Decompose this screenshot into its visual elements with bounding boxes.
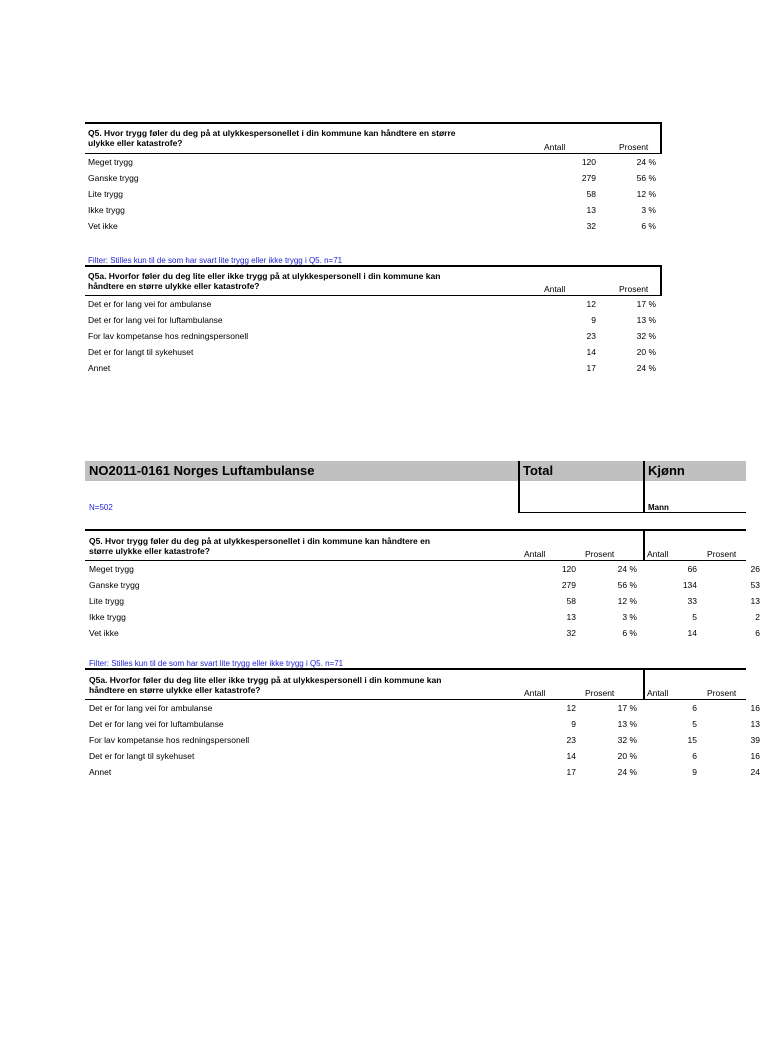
row-mann-prosent: 6 [755, 628, 760, 638]
s2-q5-col-prosent-mann: Prosent [707, 549, 737, 559]
row-label: Annet [88, 363, 111, 373]
row-label: Lite trygg [88, 189, 123, 199]
s1-q5-right-border [660, 122, 662, 153]
s2-q5-col-antall: Antall [524, 549, 546, 559]
row-prosent: 13 % [617, 719, 637, 729]
row-prosent: 56 % [636, 173, 656, 183]
s2-q5-col-antall-mann: Antall [647, 549, 669, 559]
row-prosent: 24 % [617, 564, 637, 574]
row-antall: 17 [586, 363, 596, 373]
row-antall: 12 [566, 703, 576, 713]
row-antall: 23 [586, 331, 596, 341]
row-label: Det er for langt til sykehuset [88, 347, 194, 357]
row-prosent: 24 % [636, 157, 656, 167]
s1-q5-col-prosent: Prosent [619, 142, 649, 152]
row-label: Ikke trygg [89, 612, 126, 622]
s2-filter-note: Filter: Stilles kun til de som har svart lite trygg eller ikke trygg i Q5. n=71 [89, 659, 344, 668]
s2-q5-title [89, 537, 430, 556]
s2-q5-title-line1: Q5. Hvor trygg føler du deg på at ulykkespersonellet i din kommune kan håndtere en [89, 536, 431, 546]
s1-filter-note: Filter: Stilles kun til de som har svart lite trygg eller ikke trygg i Q5. n=71 [88, 256, 343, 265]
row-label: Det er for lang vei for ambulanse [88, 299, 212, 309]
row-label: For lav kompetanse hos redningspersonell [88, 331, 249, 341]
row-label: Det er for lang vei for luftambulanse [89, 719, 224, 729]
s1-q5a-title-line2: håndtere en større ulykke eller katastrofe? [88, 280, 260, 291]
s2-q5a-header-underline [85, 699, 746, 700]
row-prosent: 17 % [617, 703, 637, 713]
row-mann-prosent: 53 [750, 580, 760, 590]
row-label: Lite trygg [89, 596, 124, 606]
row-prosent: 32 % [617, 735, 637, 745]
s2-q5a-col-antall-mann: Antall [647, 688, 669, 698]
row-antall: 32 [566, 628, 576, 638]
s2-q5a-top-border [85, 668, 746, 670]
s1-q5-top-border [85, 122, 661, 124]
row-mann-prosent: 26 [750, 564, 760, 574]
row-antall: 58 [566, 596, 576, 606]
row-label: Vet ikke [89, 628, 119, 638]
row-mann-prosent: 13 [750, 719, 760, 729]
row-prosent: 6 % [641, 221, 656, 231]
row-antall: 9 [571, 719, 576, 729]
s2-q5-top-border [85, 529, 746, 531]
row-antall: 279 [581, 173, 596, 183]
row-antall: 13 [566, 612, 576, 622]
s1-q5a-col-antall: Antall [544, 284, 566, 294]
row-label: Det er for langt til sykehuset [89, 751, 195, 761]
s2-mann-label: Mann [648, 503, 669, 512]
s2-q5-title-line2: større ulykke eller katastrofe? [89, 545, 210, 556]
s2-project-title: NO2011-0161 Norges Luftambulanse [89, 463, 315, 478]
s2-q5a-title-line1: Q5a. Hvorfor føler du deg lite eller ikke trygg på at ulykkespersonell i din kommune kan [89, 675, 442, 685]
row-label: Annet [89, 767, 112, 777]
row-label: Meget trygg [88, 157, 133, 167]
s1-q5-title [88, 129, 455, 148]
row-label: Det er for lang vei for ambulanse [89, 703, 213, 713]
row-label: Ganske trygg [89, 580, 140, 590]
row-antall: 279 [561, 580, 576, 590]
row-prosent: 20 % [636, 347, 656, 357]
row-label: Vet ikke [88, 221, 118, 231]
row-mann-antall: 66 [687, 564, 697, 574]
row-antall: 9 [591, 315, 596, 325]
row-antall: 58 [586, 189, 596, 199]
row-prosent: 32 % [636, 331, 656, 341]
row-antall: 13 [586, 205, 596, 215]
row-mann-prosent: 16 [750, 751, 760, 761]
s2-q5a-title [89, 676, 441, 695]
s2-q5a-col-divider [643, 668, 645, 699]
s1-q5a-col-prosent: Prosent [619, 284, 649, 294]
row-prosent: 3 % [622, 612, 637, 622]
row-mann-prosent: 2 [755, 612, 760, 622]
row-mann-antall: 6 [692, 703, 697, 713]
s1-q5a-right-border [660, 265, 662, 295]
row-mann-antall: 15 [687, 735, 697, 745]
row-mann-antall: 5 [692, 612, 697, 622]
s2-n-label: N=502 [89, 503, 113, 512]
row-mann-prosent: 16 [750, 703, 760, 713]
s1-q5-title-line1: Q5. Hvor trygg føler du deg på at ulykkespersonellet i din kommune kan håndtere en større [88, 128, 456, 138]
row-label: Ikke trygg [88, 205, 125, 215]
row-antall: 23 [566, 735, 576, 745]
row-prosent: 20 % [617, 751, 637, 761]
row-mann-prosent: 24 [750, 767, 760, 777]
s1-q5a-title-line1: Q5a. Hvorfor føler du deg lite eller ikke trygg på at ulykkespersonell i din kommune kan [88, 271, 441, 281]
row-label: For lav kompetanse hos redningspersonell [89, 735, 250, 745]
row-prosent: 24 % [617, 767, 637, 777]
row-prosent: 17 % [636, 299, 656, 309]
row-prosent: 56 % [617, 580, 637, 590]
row-prosent: 3 % [641, 205, 656, 215]
s2-kjonn-divider [643, 461, 645, 513]
row-mann-prosent: 13 [750, 596, 760, 606]
row-mann-antall: 5 [692, 719, 697, 729]
s2-total-divider [518, 461, 520, 513]
s2-total-label: Total [523, 463, 554, 478]
row-mann-antall: 14 [687, 628, 697, 638]
s1-q5-header-underline [85, 153, 662, 154]
row-prosent: 12 % [617, 596, 637, 606]
s1-q5a-header-underline [85, 295, 662, 296]
s1-q5-title-line2: ulykke eller katastrofe? [88, 137, 183, 148]
s2-kjonn-label: Kjønn [648, 463, 685, 478]
row-mann-antall: 134 [682, 580, 697, 590]
row-prosent: 13 % [636, 315, 656, 325]
row-label: Meget trygg [89, 564, 134, 574]
row-mann-antall: 33 [687, 596, 697, 606]
row-antall: 12 [586, 299, 596, 309]
row-prosent: 12 % [636, 189, 656, 199]
s1-q5a-top-border [85, 265, 661, 267]
s1-q5-col-antall: Antall [544, 142, 566, 152]
s2-q5a-col-prosent-mann: Prosent [707, 688, 737, 698]
s2-n-underline [518, 512, 746, 513]
s2-q5a-col-prosent: Prosent [585, 688, 615, 698]
s2-q5-col-prosent: Prosent [585, 549, 615, 559]
row-prosent: 6 % [622, 628, 637, 638]
row-antall: 14 [586, 347, 596, 357]
row-label: Det er for lang vei for luftambulanse [88, 315, 223, 325]
s2-q5a-title-line2: håndtere en større ulykke eller katastrofe? [89, 684, 261, 695]
s2-q5-col-divider [643, 529, 645, 560]
s2-q5a-col-antall: Antall [524, 688, 546, 698]
row-antall: 120 [581, 157, 596, 167]
s1-q5a-title [88, 272, 440, 291]
row-mann-prosent: 39 [750, 735, 760, 745]
row-prosent: 24 % [636, 363, 656, 373]
row-mann-antall: 9 [692, 767, 697, 777]
s2-q5-header-underline [85, 560, 746, 561]
row-label: Ganske trygg [88, 173, 139, 183]
row-antall: 120 [561, 564, 576, 574]
row-antall: 14 [566, 751, 576, 761]
row-antall: 17 [566, 767, 576, 777]
row-mann-antall: 6 [692, 751, 697, 761]
row-antall: 32 [586, 221, 596, 231]
